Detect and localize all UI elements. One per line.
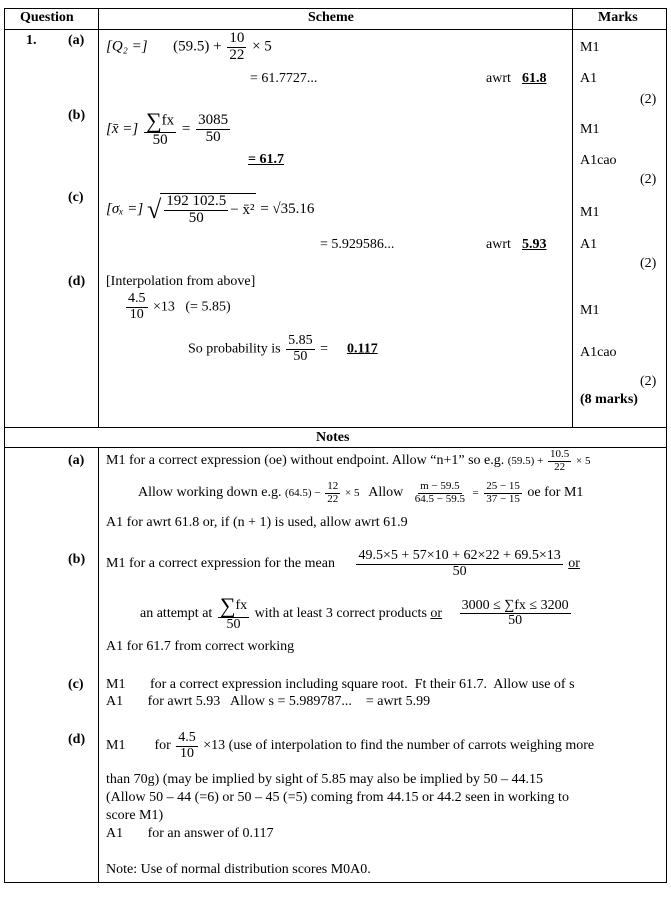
- notes-b-l2-range-fraction: [460, 599, 571, 629]
- notes-a-l1-fraction: [548, 449, 571, 473]
- notes-a-l1-post: × 5: [576, 454, 591, 467]
- part-c-mark-1: M1: [580, 205, 600, 220]
- part-b-mark-1: M1: [580, 122, 600, 137]
- notes-a-l1-num: 10.5: [550, 448, 570, 460]
- notes-b-l1-fraction: [356, 549, 562, 579]
- notes-b-l2-mid: with at least 3 correct products: [254, 605, 427, 621]
- table-border-bottom: [4, 882, 667, 883]
- part-b-frac-den: 50: [205, 128, 221, 145]
- notes-a-l2-f2: [484, 481, 522, 505]
- notes-a-l2-f2num: 25 − 15: [486, 480, 520, 492]
- part-d-prob-num: 5.85: [288, 333, 313, 348]
- part-a-frac-den: 22: [229, 46, 245, 63]
- part-a-suffix: × 5: [252, 38, 272, 55]
- part-b-result: [248, 152, 284, 168]
- notes-b-line-3: A1 for 61.7 from correct working: [106, 639, 295, 654]
- part-c-eq-root: = √35.16: [260, 201, 315, 218]
- part-c-fraction: [164, 194, 228, 227]
- part-d-prob-eq: =: [320, 341, 328, 357]
- notes-c-label: (c): [68, 677, 84, 692]
- table-border-left: [4, 8, 5, 883]
- part-d-mark-1: M1: [580, 303, 600, 318]
- sigma-icon: ∑: [145, 108, 162, 133]
- notes-a-line-1: [106, 449, 591, 473]
- notes-a-l1-text: M1 for a correct expression (oe) without endpoint. Allow “n+1” so e.g.: [106, 453, 505, 469]
- part-c-root-num: 192 102.5: [166, 193, 227, 209]
- part-d-label: (d): [68, 274, 86, 289]
- notes-a-l2-post: × 5: [345, 486, 360, 499]
- notes-b-l1-num: 49.5×5 + 57×10 + 62×22 + 69.5×13: [358, 548, 561, 563]
- part-b-sum-fraction: [144, 110, 176, 149]
- part-d-heading: [Interpolation from above]: [106, 274, 256, 289]
- notes-d-l1-den: 10: [180, 745, 195, 761]
- part-d-expr: ×13 (= 5.85): [153, 299, 231, 315]
- part-d-probability: [188, 334, 378, 364]
- table-border-right: [666, 8, 667, 883]
- notes-a-l2-tail: oe for M1: [527, 485, 584, 501]
- notes-b-l2-num: fx: [235, 598, 248, 614]
- part-d-prob-text: So probability is: [188, 341, 281, 357]
- part-a-total: (2): [640, 92, 657, 107]
- notes-a-l2-den: 22: [327, 492, 339, 505]
- notes-a-l2-text: Allow working down e.g.: [138, 485, 282, 501]
- part-c-lhs: [σₓ =]: [106, 201, 144, 218]
- part-b-eq: =: [181, 120, 191, 137]
- part-a-fraction: [227, 31, 246, 64]
- header-marks: Marks: [598, 10, 638, 25]
- notes-a-l2-num: 12: [327, 480, 339, 492]
- part-c-mark-2: A1: [580, 237, 598, 252]
- sigma-icon: ∑: [219, 593, 236, 618]
- part-c-label: (c): [68, 190, 84, 205]
- part-a-expression: [106, 31, 272, 64]
- notes-a-l2-f1den: 64.5 − 59.5: [414, 492, 465, 505]
- notes-b-line-1: [106, 549, 580, 579]
- part-b-lhs: [x̄ =]: [106, 120, 139, 137]
- col-divider-2: [572, 8, 573, 428]
- table-border-top: [4, 8, 667, 9]
- part-d-mark-2: A1cao: [580, 345, 617, 360]
- header-question: Question: [20, 10, 74, 25]
- part-d-total: (2): [640, 374, 657, 389]
- notes-d-l1-for: for: [154, 738, 171, 754]
- notes-d-line-6: Note: Use of normal distribution scores M0A0.: [106, 862, 371, 877]
- part-d-frac-num: 4.5: [128, 291, 146, 306]
- part-c-sqrt: [147, 193, 257, 227]
- notes-b-l2-text: an attempt at: [140, 605, 213, 621]
- notes-d-l1-fraction: [176, 731, 198, 761]
- notes-b-l1-or: or: [568, 556, 580, 572]
- part-a-result: = 61.7727...: [250, 71, 318, 86]
- notes-a-l1-den: 22: [554, 460, 566, 473]
- notes-b-l2-den: 50: [226, 617, 241, 632]
- part-d-frac-den: 10: [129, 306, 144, 322]
- part-b-sum-den: 50: [152, 132, 168, 148]
- header-scheme: Scheme: [308, 10, 354, 25]
- part-b-mark-2: A1cao: [580, 153, 617, 168]
- part-b-sum-num: fx: [161, 112, 175, 129]
- part-c-root-den: 50: [188, 209, 204, 226]
- part-d-expression: [124, 292, 231, 322]
- notes-d-l1-m: M1: [106, 738, 126, 754]
- notes-a-l2-eq: =: [472, 487, 479, 500]
- grand-total: (8 marks): [580, 392, 638, 407]
- col-divider-1: [98, 8, 99, 428]
- part-c-awrt: awrt: [486, 237, 511, 252]
- notes-b-l2-rden: 50: [508, 613, 523, 629]
- part-c-expression: [106, 193, 314, 227]
- notes-a-l2-f2den: 37 − 15: [486, 492, 520, 505]
- notes-d-line-1: [106, 731, 594, 761]
- notes-b-line-2: [140, 595, 573, 633]
- notes-c-line-1: M1 for a correct expression including square root. Ft their 61.7. Allow use of s: [106, 677, 575, 692]
- part-b-total: (2): [640, 172, 657, 187]
- part-b-frac-num: 3085: [198, 112, 229, 129]
- part-a-awrt: awrt: [486, 71, 511, 86]
- notes-a-label: (a): [68, 453, 85, 468]
- part-d-prob-fraction: [286, 334, 315, 364]
- notes-b-l1-den: 50: [452, 563, 467, 579]
- notes-d-l1-text: ×13 (use of interpolation to find the number of carrots weighing more: [203, 738, 595, 754]
- notes-a-l2-f1num: m − 59.5: [420, 480, 460, 492]
- part-d-answer: 0.117: [346, 341, 378, 357]
- notes-a-line-2: [138, 481, 583, 505]
- part-c-root-tail: − x̄²: [230, 201, 255, 218]
- notes-a-line-3: A1 for awrt 61.8 or, if (n + 1) is used, allow awrt 61.9: [106, 515, 408, 530]
- sqrt-icon: √: [146, 194, 162, 224]
- notes-d-label: (d): [68, 732, 86, 747]
- part-c-result: = 5.929586...: [320, 237, 395, 252]
- notes-c-line-2: A1 for awrt 5.93 Allow s = 5.989787... = awrt 5.99: [106, 694, 431, 709]
- notes-b-l2-or: or: [430, 605, 443, 621]
- part-b-label: (b): [68, 108, 86, 123]
- notes-a-l2-fraction: [325, 481, 340, 505]
- part-c-total: (2): [640, 256, 657, 271]
- notes-d-l1-num: 4.5: [178, 730, 196, 745]
- notes-a-l1-pre: (59.5) +: [507, 454, 544, 467]
- part-d-fraction: [126, 292, 148, 322]
- part-a-mark-1: M1: [580, 40, 600, 55]
- part-a-label: (a): [68, 33, 85, 48]
- notes-a-l2-allow: Allow: [368, 485, 404, 501]
- part-c-answer: 5.93: [522, 237, 547, 252]
- notes-b-l1-text: M1 for a correct expression for the mean: [106, 556, 335, 572]
- part-a-prefix: (59.5) +: [173, 38, 222, 55]
- part-a-answer: 61.8: [522, 71, 547, 86]
- header-divider: [4, 29, 667, 30]
- notes-d-line-2: than 70g) (may be implied by sight of 5.85 may also be implied by 50 – 44.15: [106, 772, 544, 787]
- notes-d-line-5: A1 for an answer of 0.117: [106, 826, 274, 841]
- part-b-fraction: [196, 113, 230, 146]
- notes-d-line-4: score M1): [106, 808, 164, 823]
- part-a-mark-2: A1: [580, 71, 598, 86]
- notes-title: Notes: [316, 430, 350, 445]
- notes-b-l2-fraction: [218, 595, 249, 633]
- notes-d-line-3: (Allow 50 – 44 (=6) or 50 – 45 (=5) coming from 44.15 or 44.2 seen in working to: [106, 790, 569, 805]
- part-d-prob-den: 50: [293, 348, 308, 364]
- part-a-lhs: [Q₂ =]: [106, 38, 148, 55]
- notes-a-l2-pre: (64.5) −: [285, 486, 321, 499]
- col-divider-1-notes: [98, 447, 99, 883]
- part-b-expression: [106, 110, 232, 149]
- part-b-result-text: = 61.7: [248, 152, 284, 167]
- notes-divider-top: [4, 427, 667, 428]
- part-a-frac-num: 10: [229, 30, 245, 46]
- notes-a-l2-f1: [413, 481, 467, 505]
- notes-b-l2-rnum: 3000 ≤ ∑fx ≤ 3200: [461, 597, 569, 613]
- notes-b-label: (b): [68, 552, 86, 567]
- question-number: 1.: [26, 33, 37, 48]
